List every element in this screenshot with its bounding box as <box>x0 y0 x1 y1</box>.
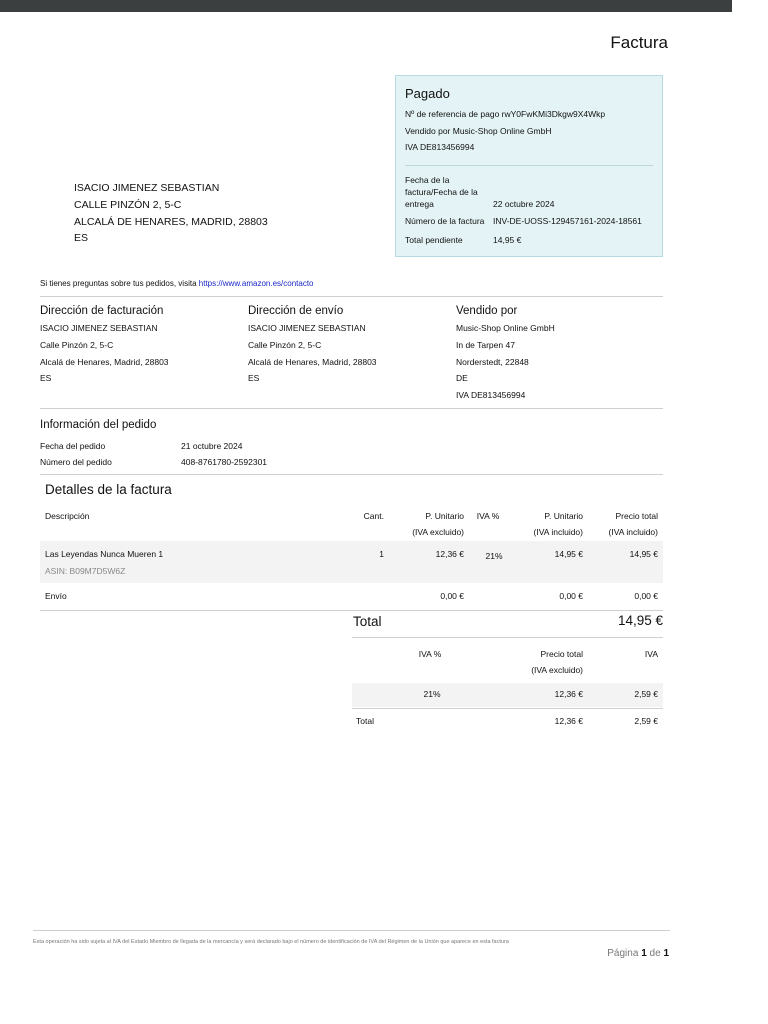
payment-vat: IVA DE813456994 <box>405 142 475 152</box>
item-qty: 1 <box>379 549 384 559</box>
seller-title: Vendido por <box>456 305 518 317</box>
order-info-title: Información del pedido <box>40 419 157 431</box>
contact-line: Si tienes preguntas sobre tus pedidos, visita https://www.amazon.es/contacto <box>40 279 314 288</box>
vat-summary-total-net: 12,36 € <box>554 716 583 726</box>
vat-summary-rate: 21% <box>423 689 441 699</box>
item-unit-in: 14,95 € <box>554 549 583 559</box>
col-quantity: Cant. <box>363 511 384 521</box>
divider <box>40 610 663 611</box>
payment-reference: Nº de referencia de pago rwY0FwKMi3Dkgw9X4Wkp <box>405 109 606 119</box>
invoice-number-label: Número de la factura <box>405 215 485 226</box>
order-date: 21 octubre 2024 <box>181 441 243 451</box>
shipping-total: 0,00 € <box>634 591 658 601</box>
item-vat: 21% <box>485 551 503 561</box>
shipping-name: Envío <box>45 591 67 601</box>
contact-link[interactable]: https://www.amazon.es/contacto <box>198 279 314 288</box>
recipient-city: ALCALÁ DE HENARES, MADRID, 28803 <box>74 215 268 228</box>
order-number: 408-8761780-2592301 <box>181 457 268 467</box>
payment-seller: Vendido por Music-Shop Online GmbH <box>405 125 552 136</box>
col-unit-in: P. Unitario (IVA incluido) <box>533 511 583 537</box>
shipping-address: Dirección de envío ISACIO JIMENEZ SEBASTIAN Calle Pinzón 2, 5-C Alcalá de Henares, Madrid, 28803 ES <box>248 305 456 404</box>
seller-address: Vendido por Music-Shop Online GmbH In de Tarpen 47 Norderstedt, 22848 DE IVA DE813456994 <box>456 305 664 404</box>
invoice-date-label: Fecha de la factura/Fecha de la entrega <box>405 174 478 209</box>
payment-divider <box>405 165 653 166</box>
vat-summary-rate-header: IVA % <box>418 649 442 659</box>
col-total: Precio total (IVA incluido) <box>608 511 658 537</box>
shipping-unit-ex: 0,00 € <box>440 591 464 601</box>
vat-summary-vat-header: IVA <box>644 649 658 659</box>
divider <box>352 637 663 638</box>
invoice-number-value: INV-DE-UOSS-129457161-2024-18561 <box>493 215 642 226</box>
invoice-number-row <box>405 216 653 226</box>
page-title: Factura <box>610 33 668 52</box>
shipping-unit-in: 0,00 € <box>559 591 583 601</box>
invoice-date-row <box>405 174 653 210</box>
recipient-name: ISACIO JIMENEZ SEBASTIAN <box>74 182 220 194</box>
item-asin: ASIN: B09M7D5W6Z <box>45 566 126 576</box>
vat-summary-total-label: Total <box>356 716 374 726</box>
vat-summary-net: 12,36 € <box>554 689 583 699</box>
order-date-row: Fecha del pedido 21 octubre 2024 <box>40 441 243 451</box>
pending-label: Total pendiente <box>405 234 463 245</box>
recipient-street: CALLE PINZÓN 2, 5-C <box>74 198 182 211</box>
item-name: Las Leyendas Nunca Mueren 1 <box>45 549 164 559</box>
recipient-address <box>74 180 268 247</box>
col-description: Descripción <box>45 511 90 521</box>
invoice-date-value: 22 octubre 2024 <box>493 198 555 209</box>
top-bar <box>0 0 732 12</box>
vat-summary-total-vat: 2,59 € <box>634 716 658 726</box>
col-vat: IVA % <box>476 511 500 521</box>
total-label: Total <box>353 614 382 629</box>
billing-address: Dirección de facturación ISACIO JIMENEZ SEBASTIAN Calle Pinzón 2, 5-C Alcalá de Henares, Madrid, 28803 ES <box>40 305 248 404</box>
shipping-title: Dirección de envío <box>248 305 344 317</box>
address-columns <box>40 305 664 404</box>
divider <box>40 408 663 409</box>
item-row <box>40 541 663 583</box>
invoice-details-title: Detalles de la factura <box>45 482 172 497</box>
page-indicator: Página 1 de 1 <box>607 948 669 959</box>
recipient-country: ES <box>74 232 89 245</box>
footer-note: Esta operación ha sido sujeta al IVA del Estado Miembro de llegada de la mercancía y será declarado bajo el número de identificación de IVA del Régimen de la Unión que aparece en esta factura <box>33 939 509 945</box>
order-number-row: Número del pedido 408-8761780-2592301 <box>40 457 268 467</box>
divider <box>40 296 663 297</box>
pending-value: 14,95 € <box>493 234 522 245</box>
divider <box>40 474 663 475</box>
item-total: 14,95 € <box>629 549 658 559</box>
vat-summary-net-header: Precio total (IVA excluido) <box>531 649 583 675</box>
total-value: 14,95 € <box>617 613 663 628</box>
col-unit-ex: P. Unitario (IVA excluido) <box>412 511 464 537</box>
payment-status: Pagado <box>405 86 450 101</box>
payment-box <box>395 75 663 257</box>
divider <box>352 708 663 709</box>
item-unit-ex: 12,36 € <box>435 549 464 559</box>
footer-divider <box>33 930 670 931</box>
pending-row <box>405 235 653 245</box>
vat-summary-vat: 2,59 € <box>634 689 658 699</box>
billing-title: Dirección de facturación <box>40 305 164 317</box>
